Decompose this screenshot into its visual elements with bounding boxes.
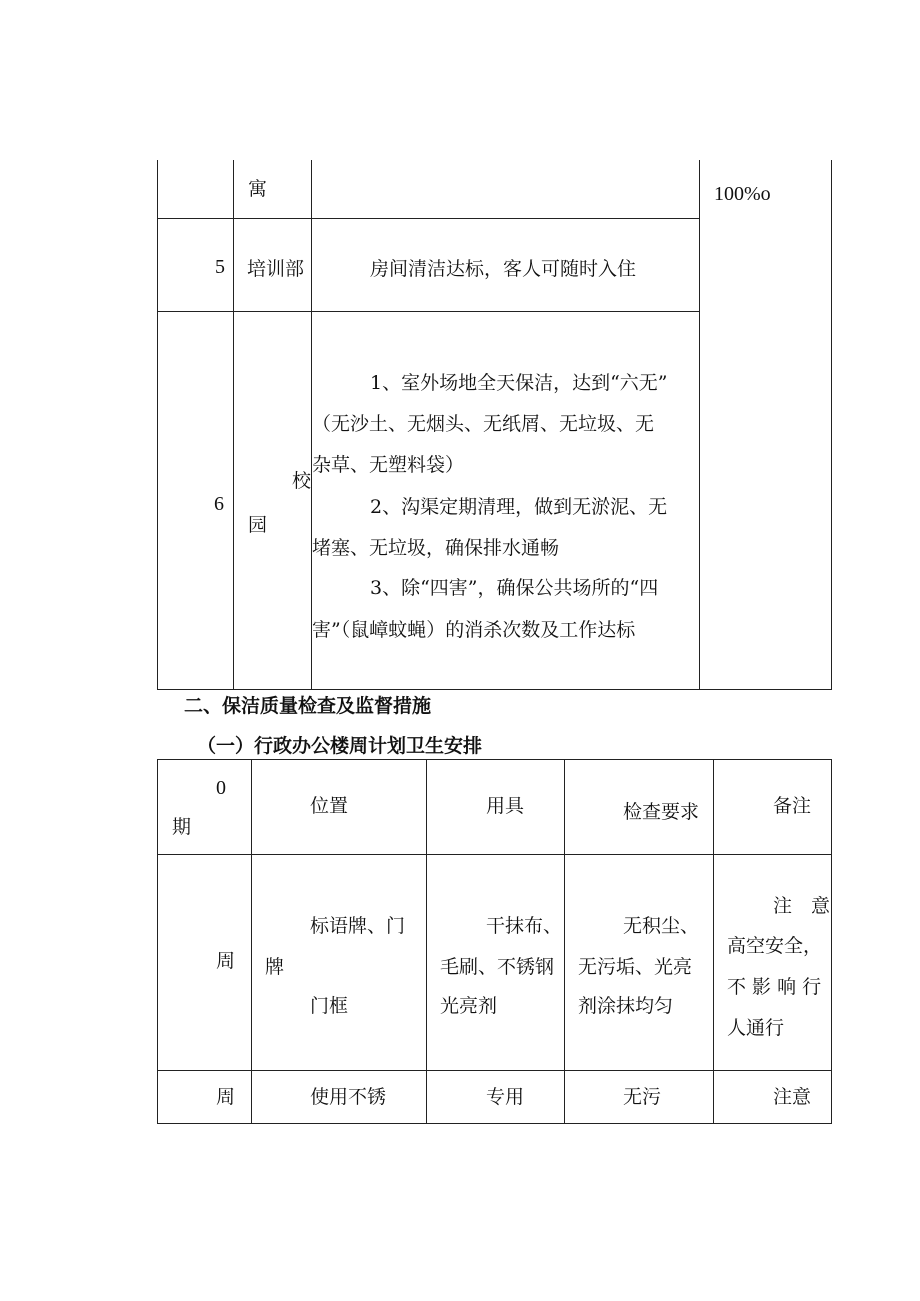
table1-row3-content-2: （无沙土、无烟头、无纸屑、无垃圾、无: [312, 413, 655, 435]
table1-row3-content-3: 杂草、无塑料袋）: [312, 454, 465, 476]
table2-row2-location: 使用不锈: [310, 1086, 387, 1108]
table2-row1-requirement-2: 无污垢、光亮: [578, 956, 693, 978]
table2-line: [564, 759, 565, 1124]
table1-line: [699, 160, 700, 690]
table1-row2-content: 房间清洁达标，客人可随时入住: [370, 258, 637, 280]
table2-row1-requirement-3: 剂涂抹均匀: [578, 995, 674, 1017]
table2-row1-location-1: 标语牌、门: [310, 915, 406, 937]
table2-row2-remark: 注意: [773, 1086, 812, 1108]
table1-row3-content-5: 堵塞、无垃圾，确保排水通畅: [312, 537, 560, 559]
table1-row3-dept-2: 园: [248, 514, 268, 536]
table2-header-date-top: 0: [216, 777, 226, 799]
table1-row2-no: 5: [215, 256, 225, 278]
table2-row1-requirement-1: 无积尘、: [623, 915, 700, 937]
table1-row3-content-7: 害”（鼠嶂蚊蝇）的消杀次数及工作达标: [312, 619, 636, 641]
table2-row1-tools-3: 光亮剂: [440, 995, 498, 1017]
table2-line: [157, 759, 832, 760]
table2-row1-remark-1: 注 意: [773, 895, 831, 917]
table2-header-date-bottom: 期: [172, 816, 192, 838]
table2-row1-tools-1: 干抹布、: [486, 915, 563, 937]
table1-target: 100%o: [714, 183, 771, 205]
table2-line: [831, 759, 832, 1124]
table1-line: [233, 160, 234, 690]
table2-row1-tools-2: 毛刷、不锈钢: [440, 956, 555, 978]
table1-line: [157, 311, 699, 312]
table1-line: [831, 160, 832, 690]
table2-header-tools: 用具: [486, 795, 525, 817]
table1-row3-content-1: 1、室外场地全天保洁，达到“六无”: [370, 372, 668, 394]
table2-header-remark: 备注: [773, 795, 812, 817]
table2-header-location: 位置: [310, 795, 349, 817]
table2-line: [251, 759, 252, 1124]
table1-row3-content-4: 2、沟渠定期清理，做到无淤泥、无: [370, 496, 668, 518]
table2-row1-location-3: 门框: [310, 995, 349, 1017]
table1-row3-dept-1: 校: [292, 470, 312, 492]
table2-row2-requirement: 无污: [623, 1086, 662, 1108]
table2-row2-tools: 专用: [486, 1086, 525, 1108]
table2-row1-location-2: 牌: [265, 956, 285, 978]
table2-line: [157, 854, 832, 855]
sub-heading: （一）行政办公楼周计划卫生安排: [197, 735, 483, 757]
table2-header-requirement: 检查要求: [623, 801, 700, 823]
table1-line: [157, 218, 699, 219]
table2-row1-remark-2: 高空安全，: [727, 935, 823, 957]
section-heading: 二、保洁质量检查及监督措施: [184, 695, 432, 717]
table1-line: [157, 689, 832, 690]
table2-row1-remark-3: 不 影 响 行: [727, 976, 822, 998]
table2-line: [713, 759, 714, 1124]
table2-line: [157, 1123, 832, 1124]
table1-row3-no: 6: [214, 493, 224, 515]
table2-row1-date: 周: [216, 950, 236, 972]
table2-row1-remark-4: 人通行: [727, 1017, 785, 1039]
table1-line: [157, 160, 158, 690]
table2-row2-date: 周: [216, 1086, 236, 1108]
table1-row3-content-6: 3、除“四害”，确保公共场所的“四: [370, 577, 659, 599]
table2-line: [426, 759, 427, 1124]
table2-line: [157, 1070, 832, 1071]
table1-row1-dept: 寓: [248, 178, 268, 200]
table2-line: [157, 759, 158, 1124]
table1-row2-dept: 培训部: [247, 258, 305, 280]
